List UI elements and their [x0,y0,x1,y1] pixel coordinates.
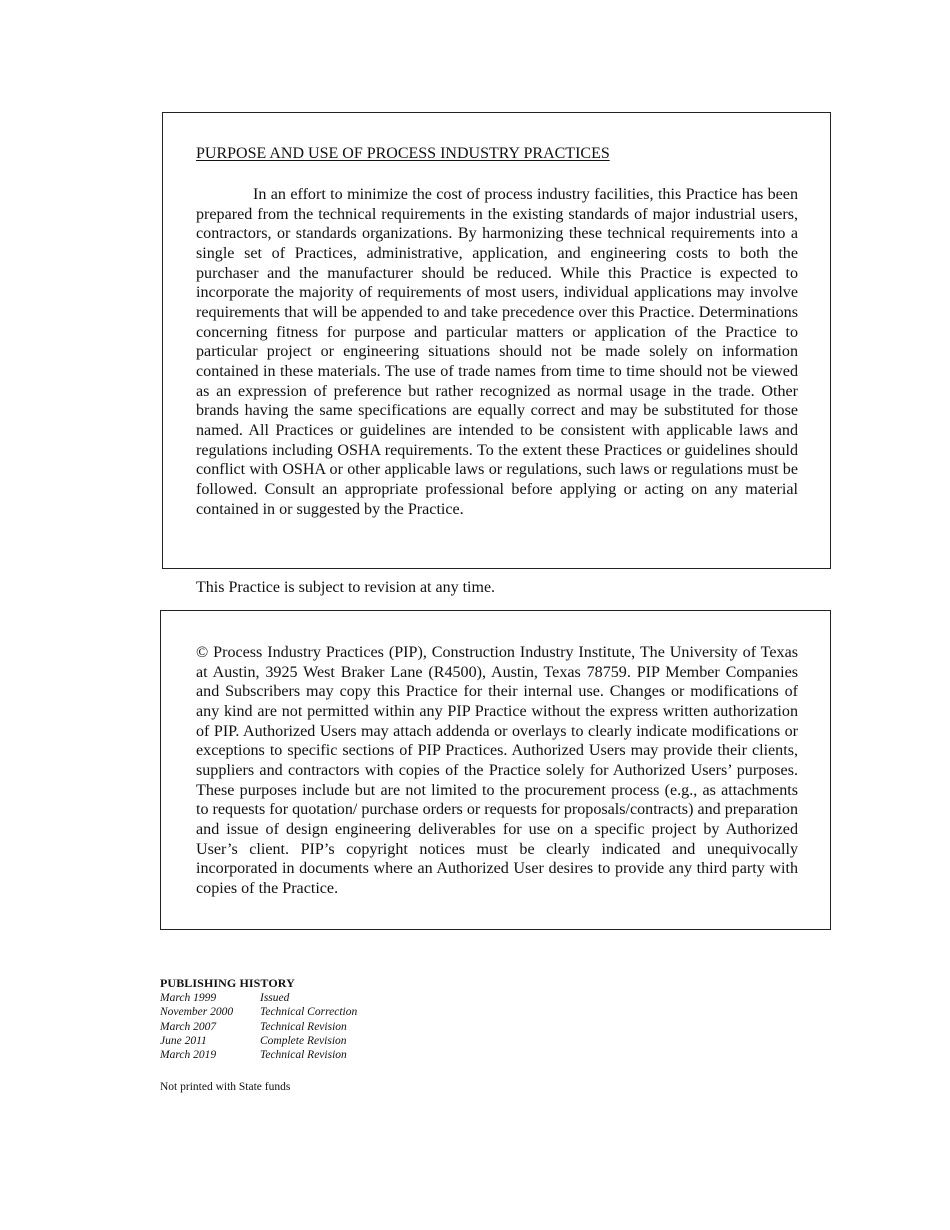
history-date: March 1999 [160,992,217,1004]
footnote: Not printed with State funds [160,1081,291,1093]
publishing-history [160,976,357,1062]
history-date: November 2000 [160,1006,234,1019]
history-row [160,1020,357,1034]
revision-note: This Practice is subject to revision at any time. [196,579,496,596]
purpose-section [162,112,831,569]
history-event: Issued [260,992,290,1004]
purpose-heading: PURPOSE AND USE OF PROCESS INDUSTRY PRACTICES [196,145,610,162]
purpose-paragraph: In an effort to minimize the cost of process industry facilities, this Practice has been prepared from the technical requirements in the existing standards of major industrial users, contractors, or standards organizations. By harmonizing these technical requirements into a single set of Practices, administrative, application, and engineering costs to both the purchaser and the manufacturer should be reduced. While this Practice is expected to incorporate the majority of requirements of most users, individual applications may involve requirements that will be appended to and take precedence over this Practice. Determinations concerning fitness for purpose and particular matters or application of the Practice to particular project or engineering situations should not be made solely on information contained in these materials. The use of trade names from time to time should not be viewed as an expression of preference but rather recognized as normal usage in the trade. Other brands having the same specifications are equally correct and may be substituted for those named. All Practices or guidelines are intended to be consistent with applicable laws and regulations including OSHA requirements. To the extent these Practices or guidelines should conflict with OSHA or other applicable laws or regulations, such laws or regulations must be followed. Consult an appropriate professional before applying or acting on any material contained in or suggested by the Practice. [196,186,798,518]
copyright-section [160,610,831,930]
history-event: Technical Correction [260,1006,358,1019]
history-row [160,1034,357,1048]
history-date: March 2007 [160,1020,217,1033]
history-event: Technical Revision [260,1049,347,1062]
history-event: Technical Revision [260,1020,347,1033]
history-row [160,991,357,1005]
history-date: March 2019 [160,1049,217,1062]
publishing-history-title: PUBLISHING HISTORY [160,976,295,990]
copyright-paragraph: © Process Industry Practices (PIP), Construction Industry Institute, The University of Texas at Austin, 3925 West Braker Lane (R4500), Austin, Texas 78759. PIP Member Companies and Subscribers may copy this Practice for their internal use. Changes or modifications of any kind are not permitted within any PIP Practice without the express written authorization of PIP. Authorized Users may attach addenda or overlays to clearly indicate modifications or exceptions to specific sections of PIP Practices. Authorized Users may provide their clients, suppliers and contractors with copies of the Practice solely for Authorized Users’ purposes. These purposes include but are not limited to the procurement process (e.g., as attachments to requests for quotation/ purchase orders or requests for proposals/contracts) and preparation and issue of design engineering deliverables for use on a specific project by Authorized User’s client. PIP’s copyright notices must be clearly indicated and unequivocally incorporated in documents where an Authorized User desires to provide any third party with copies of the Practice. [196,644,798,897]
history-row [160,1005,357,1019]
history-event: Complete Revision [260,1034,347,1047]
history-date: June 2011 [160,1034,207,1047]
history-row [160,1048,357,1062]
